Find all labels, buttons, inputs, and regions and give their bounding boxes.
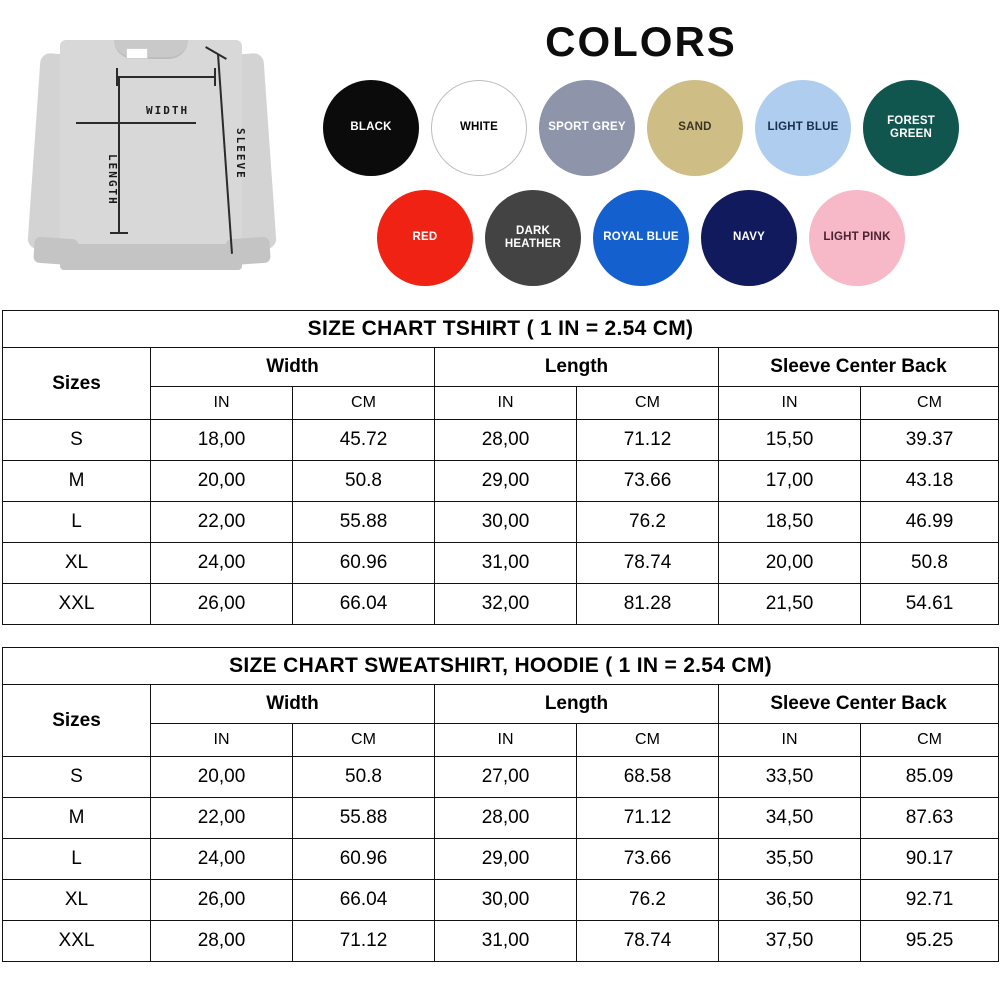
table-group-header: Sleeve Center Back <box>719 685 999 724</box>
size-tables-container <box>0 310 1000 962</box>
table-unit-header: CM <box>293 724 435 757</box>
sweatshirt-graphic <box>18 18 286 290</box>
table-cell: 55.88 <box>293 798 435 839</box>
table-cell: 85.09 <box>861 757 999 798</box>
color-swatch[interactable] <box>377 190 473 286</box>
table-cell: 26,00 <box>151 880 293 921</box>
table-cell: 87.63 <box>861 798 999 839</box>
table-cell: 37,50 <box>719 921 861 962</box>
table-unit-header: IN <box>151 387 293 420</box>
colors-title: COLORS <box>545 18 737 65</box>
table-cell: 95.25 <box>861 921 999 962</box>
color-swatch-row-2 <box>296 190 986 286</box>
color-swatch-label: LIGHT PINK <box>823 231 891 244</box>
table-cell: 24,00 <box>151 543 293 584</box>
table-row <box>3 921 999 962</box>
color-swatch[interactable] <box>647 80 743 176</box>
table-title: SIZE CHART TSHIRT ( 1 IN = 2.54 CM) <box>3 311 999 348</box>
table-cell: 28,00 <box>151 921 293 962</box>
table-group-header: Width <box>151 685 435 724</box>
table-cell-size: S <box>3 420 151 461</box>
width-label: WIDTH <box>146 104 190 117</box>
color-swatch[interactable] <box>701 190 797 286</box>
table-row <box>3 839 999 880</box>
table-cell: 31,00 <box>435 543 577 584</box>
table-cell: 78.74 <box>577 921 719 962</box>
table-cell: 46.99 <box>861 502 999 543</box>
cuff-left <box>33 236 79 265</box>
table-row <box>3 420 999 461</box>
table-cell: 76.2 <box>577 502 719 543</box>
table-cell: 22,00 <box>151 798 293 839</box>
size-chart-table <box>2 647 999 962</box>
table-cell: 73.66 <box>577 839 719 880</box>
table-cell: 28,00 <box>435 420 577 461</box>
color-swatch-label: SPORT GREY <box>548 121 626 134</box>
table-cell: 39.37 <box>861 420 999 461</box>
neck-tag <box>126 48 148 59</box>
table-cell: 35,50 <box>719 839 861 880</box>
table-cell-size: L <box>3 839 151 880</box>
color-swatch[interactable] <box>323 80 419 176</box>
table-unit-header: CM <box>577 387 719 420</box>
table-cell: 45.72 <box>293 420 435 461</box>
garment-illustration <box>18 18 286 290</box>
table-cell-size: M <box>3 798 151 839</box>
color-swatch[interactable] <box>539 80 635 176</box>
table-cell: 81.28 <box>577 584 719 625</box>
table-cell: 24,00 <box>151 839 293 880</box>
color-swatch-label: DARK HEATHER <box>504 224 562 250</box>
table-unit-header: IN <box>719 724 861 757</box>
table-row <box>3 543 999 584</box>
table-cell-size: XXL <box>3 584 151 625</box>
table-cell: 90.17 <box>861 839 999 880</box>
table-cell: 21,50 <box>719 584 861 625</box>
table-cell: 66.04 <box>293 880 435 921</box>
length-measure-cap-bottom <box>110 232 128 234</box>
color-swatch[interactable] <box>755 80 851 176</box>
table-cell: 18,50 <box>719 502 861 543</box>
table-row <box>3 502 999 543</box>
size-chart-table <box>2 310 999 625</box>
table-cell: 28,00 <box>435 798 577 839</box>
table-unit-header: CM <box>577 724 719 757</box>
table-cell: 34,50 <box>719 798 861 839</box>
table-group-header: Length <box>435 348 719 387</box>
table-cell: 15,50 <box>719 420 861 461</box>
table-cell-size: XL <box>3 880 151 921</box>
table-cell: 20,00 <box>719 543 861 584</box>
table-cell: 26,00 <box>151 584 293 625</box>
color-swatch-label: WHITE <box>459 121 499 134</box>
table-cell: 50.8 <box>293 461 435 502</box>
table-unit-header: IN <box>151 724 293 757</box>
table-cell-size: XL <box>3 543 151 584</box>
color-swatch-label: ROYAL BLUE <box>603 231 679 244</box>
color-swatch-label: BLACK <box>350 121 392 134</box>
table-unit-header: CM <box>861 387 999 420</box>
table-cell: 30,00 <box>435 880 577 921</box>
table-cell: 22,00 <box>151 502 293 543</box>
table-cell: 71.12 <box>293 921 435 962</box>
table-unit-header: IN <box>435 387 577 420</box>
table-cell: 60.96 <box>293 839 435 880</box>
table-cell: 55.88 <box>293 502 435 543</box>
table-cell: 29,00 <box>435 839 577 880</box>
table-cell-size: XXL <box>3 921 151 962</box>
table-group-header: Sizes <box>3 348 151 420</box>
table-cell: 27,00 <box>435 757 577 798</box>
chest-cross-line <box>76 122 196 124</box>
table-cell: 31,00 <box>435 921 577 962</box>
table-cell: 76.2 <box>577 880 719 921</box>
table-cell: 20,00 <box>151 461 293 502</box>
table-cell: 29,00 <box>435 461 577 502</box>
table-group-header: Sizes <box>3 685 151 757</box>
table-cell: 92.71 <box>861 880 999 921</box>
table-unit-header: IN <box>435 724 577 757</box>
color-swatch-row-1 <box>296 80 986 176</box>
table-row <box>3 584 999 625</box>
color-swatch[interactable] <box>863 80 959 176</box>
color-swatch[interactable] <box>593 190 689 286</box>
table-row <box>3 757 999 798</box>
table-cell-size: S <box>3 757 151 798</box>
sleeve-label: SLEEVE <box>234 128 247 180</box>
colors-panel <box>296 10 986 302</box>
table-cell: 20,00 <box>151 757 293 798</box>
table-title: SIZE CHART SWEATSHIRT, HOODIE ( 1 IN = 2.54 CM) <box>3 648 999 685</box>
table-cell: 71.12 <box>577 420 719 461</box>
table-group-header: Length <box>435 685 719 724</box>
color-swatch-label: LIGHT BLUE <box>767 121 839 134</box>
color-swatch-label: SAND <box>678 121 712 134</box>
table-cell: 30,00 <box>435 502 577 543</box>
table-unit-header: CM <box>293 387 435 420</box>
top-section <box>0 0 1000 310</box>
color-swatch-label: RED <box>412 231 438 244</box>
table-cell: 71.12 <box>577 798 719 839</box>
table-group-header: Sleeve Center Back <box>719 348 999 387</box>
table-row <box>3 880 999 921</box>
table-cell: 36,50 <box>719 880 861 921</box>
table-cell: 50.8 <box>861 543 999 584</box>
table-cell: 43.18 <box>861 461 999 502</box>
table-cell: 50.8 <box>293 757 435 798</box>
table-cell: 78.74 <box>577 543 719 584</box>
table-spacer <box>0 635 1000 647</box>
table-unit-header: IN <box>719 387 861 420</box>
color-swatch[interactable] <box>485 190 581 286</box>
table-cell: 54.61 <box>861 584 999 625</box>
table-cell: 17,00 <box>719 461 861 502</box>
table-cell-size: L <box>3 502 151 543</box>
hem-shape <box>60 244 242 270</box>
length-label: LENGTH <box>106 154 119 206</box>
table-cell-size: M <box>3 461 151 502</box>
width-measure-line <box>116 76 216 78</box>
table-cell: 66.04 <box>293 584 435 625</box>
table-group-header: Width <box>151 348 435 387</box>
color-swatch-label: FOREST GREEN <box>887 114 935 140</box>
table-cell: 32,00 <box>435 584 577 625</box>
color-swatch[interactable] <box>431 80 527 176</box>
table-row <box>3 461 999 502</box>
table-unit-header: CM <box>861 724 999 757</box>
width-measure-cap-right <box>214 68 216 86</box>
table-cell: 60.96 <box>293 543 435 584</box>
table-cell: 18,00 <box>151 420 293 461</box>
table-row <box>3 798 999 839</box>
table-cell: 73.66 <box>577 461 719 502</box>
color-swatch-label: NAVY <box>733 231 765 244</box>
table-cell: 33,50 <box>719 757 861 798</box>
table-cell: 68.58 <box>577 757 719 798</box>
color-swatch[interactable] <box>809 190 905 286</box>
